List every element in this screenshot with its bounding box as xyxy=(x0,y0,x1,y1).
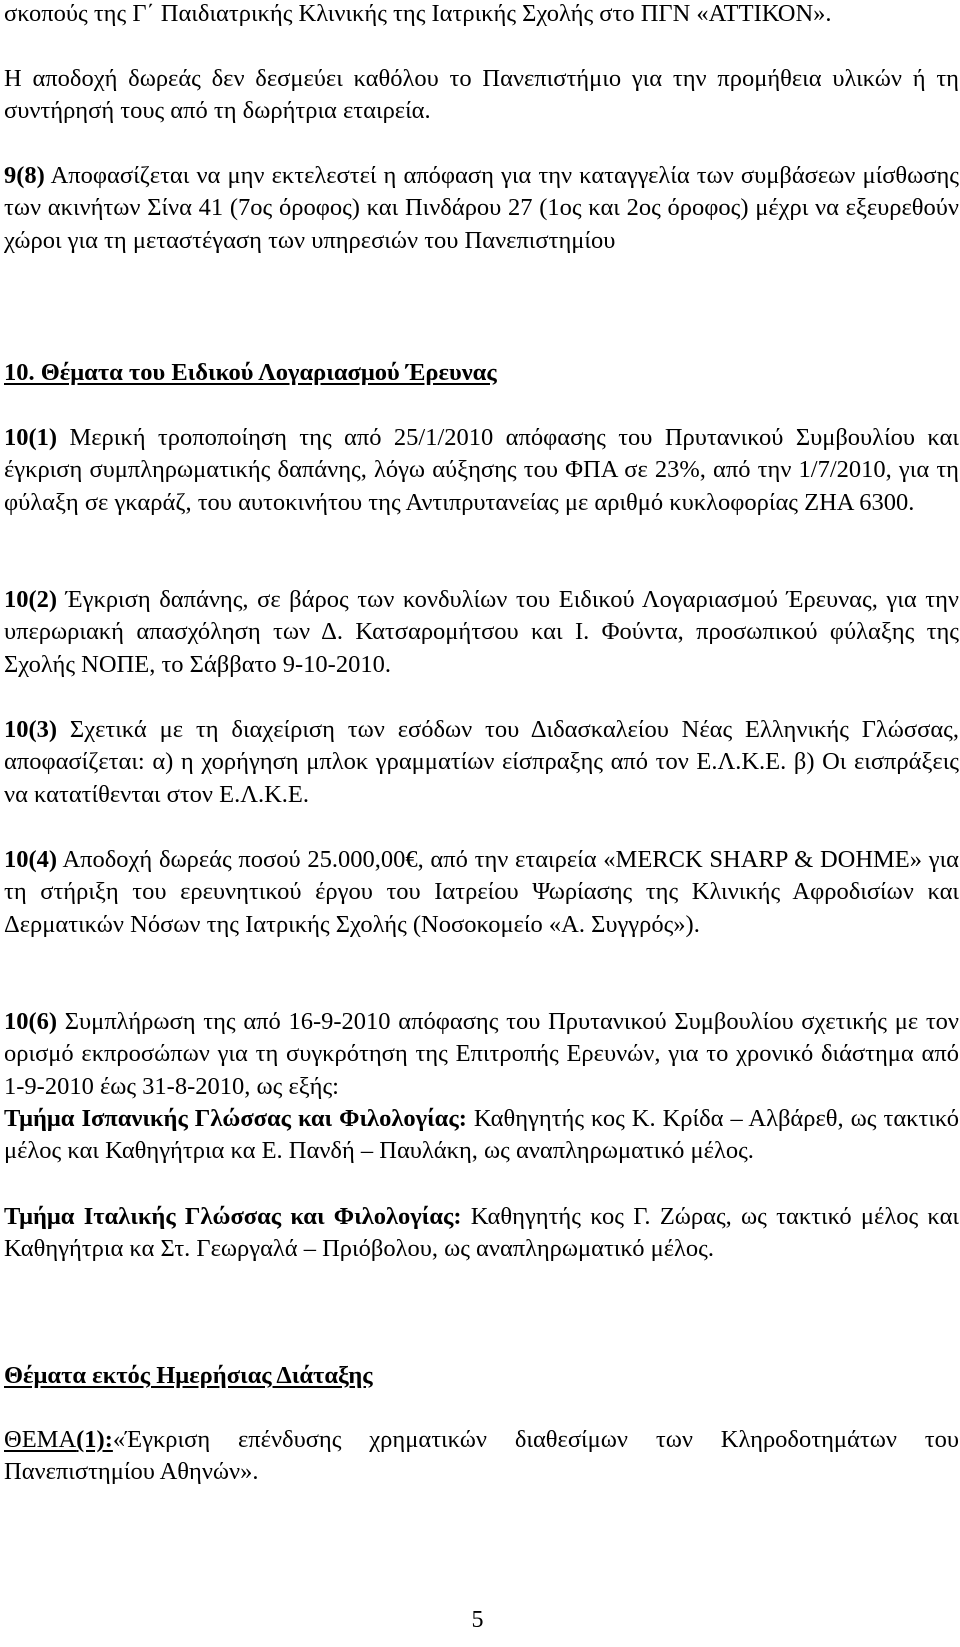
item-9-8-number: 9(8) xyxy=(4,162,45,189)
off-agenda-item-1 xyxy=(4,1424,959,1489)
intro-line-1 xyxy=(4,0,959,30)
off-agenda-item-prefix: ΘΕΜΑ xyxy=(4,1426,77,1453)
item-10-4-text: Αποδοχή δωρεάς ποσού 25.000,00€, από την εταιρεία «MERCK SHARP & DOHME» για τη στήριξη του ερευνητικού έργου του Ιατρείου Ψωρίασης της Κλινικής Αφροδισίων και Δερματικών Νόσων της Ιατρικής Σχολής (Νοσοκομείο «Α. Συγγρός»). xyxy=(4,846,959,938)
item-10-6-text: Συμπλήρωση της από 16-9-2010 απόφασης του Πρυτανικού Συμβουλίου σχετικής με τον ορισμό εκπροσώπων για τη συγκρότηση της Επιτροπής Ερευνών, για το χρονικό διάστημα από 1-9-2010 έως 31-8-2010, ως εξής: xyxy=(4,1008,959,1100)
item-10-2 xyxy=(4,584,959,681)
off-agenda-item-text: «Έγκριση επένδυσης χρηματικών διαθεσίμων των Κληροδοτημάτων του Πανεπιστημίου Αθηνών». xyxy=(4,1426,959,1486)
intro-line-2-text: Η αποδοχή δωρεάς δεν δεσμεύει καθόλου το Πανεπιστήμιο για την προμήθεια υλικών ή τη συντήρησή τους από τη δωρήτρια εταιρεία. xyxy=(4,65,959,125)
item-10-3 xyxy=(4,714,959,811)
dept-spanish-text: Καθηγητής κος Κ. Κρίδα – Αλβάρεθ, ως τακτικό μέλος και Καθηγήτρια κα Ε. Πανδή – Παυλάκη, ως αναπληρωματικό μέλος. xyxy=(4,1105,959,1165)
item-10-1 xyxy=(4,422,959,519)
section-10-title: 10. Θέματα του Ειδικού Λογαριασμού Έρευνας xyxy=(4,359,497,386)
item-10-4-number: 10(4) xyxy=(4,846,58,873)
page-number: 5 xyxy=(471,1607,484,1633)
item-10-3-text: Σχετικά με τη διαχείριση των εσόδων του Διδασκαλείου Νέας Ελληνικής Γλώσσας, αποφασίζεται: α) η χορήγηση μπλοκ γραμματίων είσπραξης από τον Ε.Λ.Κ.Ε. β) Οι εισπράξεις να κατατίθενται στον Ε.Λ.Κ.Ε. xyxy=(4,716,959,808)
dept-italian-label: Τμήμα Ιταλικής Γλώσσας και Φιλολογίας: xyxy=(4,1203,462,1230)
item-10-2-text: Έγκριση δαπάνης, σε βάρος των κονδυλίων του Ειδικού Λογαριασμού Έρευνας, για την υπερωριακή απασχόληση των Δ. Κατσαρομήτσου και Ι. Φούντα, προσωπικού φύλαξης της Σχολής ΝΟΠΕ, το Σάββατο 9-10-2010. xyxy=(4,586,959,678)
off-agenda-item-number: (1): xyxy=(76,1426,113,1453)
item-10-3-number: 10(3) xyxy=(4,716,58,743)
item-10-6-number: 10(6) xyxy=(4,1008,58,1035)
intro-line-2 xyxy=(4,63,959,128)
item-10-4 xyxy=(4,844,959,941)
item-10-1-number: 10(1) xyxy=(4,424,58,451)
section-10-heading xyxy=(4,357,959,389)
dept-spanish-label: Τμήμα Ισπανικής Γλώσσας και Φιλολογίας: xyxy=(4,1105,467,1132)
intro-line-1-text: σκοπούς της Γ΄ Παιδιατρικής Κλινικής της Ιατρικής Σχολής στο ΠΓΝ «ΑΤΤΙΚΟΝ». xyxy=(4,0,832,27)
dept-italian-text: Καθηγητής κος Γ. Ζώρας, ως τακτικό μέλος και Καθηγήτρια κα Στ. Γεωργαλά – Πριόβολου, ως αναπληρωματικό μέλος. xyxy=(4,1203,959,1263)
item-10-2-number: 10(2) xyxy=(4,586,58,613)
item-10-6-dept-italian xyxy=(4,1201,959,1266)
item-10-6 xyxy=(4,1006,959,1103)
item-9-8 xyxy=(4,160,959,257)
off-agenda-heading xyxy=(4,1360,959,1392)
off-agenda-title: Θέματα εκτός Ημερήσιας Διάταξης xyxy=(4,1362,373,1389)
item-10-1-text: Μερική τροποποίηση της από 25/1/2010 απόφασης του Πρυτανικού Συμβουλίου και έγκριση συμπληρωματικής δαπάνης, λόγω αύξησης του ΦΠΑ σε 23%, από την 1/7/2010, για τη φύλαξη σε γκαράζ, του αυτοκινήτου της Αντιπρυτανείας με αριθμό κυκλοφορίας ΖΗΑ 6300. xyxy=(4,424,959,516)
item-10-6-dept-spanish xyxy=(4,1103,959,1168)
item-9-8-text: Αποφασίζεται να μην εκτελεστεί η απόφαση για την καταγγελία των συμβάσεων μίσθωσης των ακινήτων Σίνα 41 (7ος όροφος) και Πινδάρου 27 (1ος και 2ος όροφος) μέχρι να εξευρεθούν χώροι για τη μεταστέγαση των υπηρεσιών του Πανεπιστημίου xyxy=(4,162,959,254)
